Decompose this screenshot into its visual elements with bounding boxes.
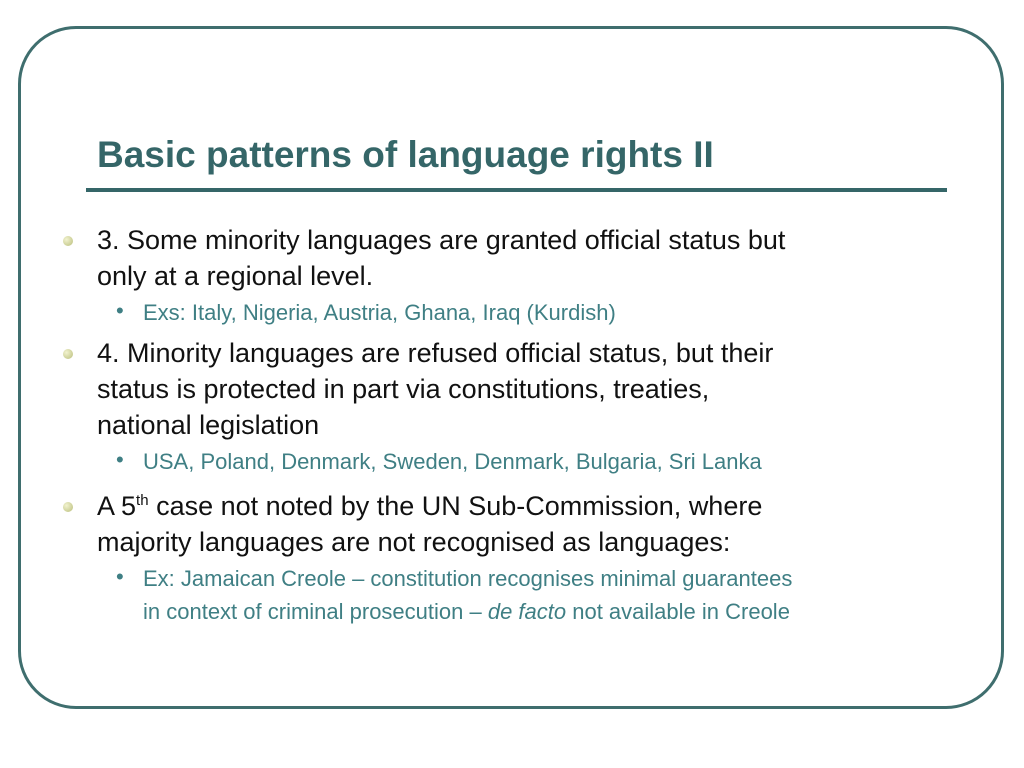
bullet-item-1-line-2: only at a regional level.: [97, 261, 374, 291]
bullet-item-2-line-1: 4. Minority languages are refused official status, but their: [97, 338, 774, 368]
bullet-item-3-prefix: A 5: [97, 491, 137, 521]
bullet-dot-icon: [63, 236, 73, 246]
bullet-item-3: [97, 488, 984, 560]
bullet-item-1: [97, 222, 984, 294]
sub-bullet-3-emphasis: de facto: [487, 599, 567, 624]
bullet-item-3-line-1-rest: case not noted by the UN Sub-Commission, where: [148, 491, 763, 521]
bullet-item-2-line-3: national legislation: [97, 410, 320, 440]
sub-bullet-3-line-1: Ex: Jamaican Creole – constitution recognises minimal guarantees: [143, 566, 793, 591]
sub-bullet-icon: •: [116, 564, 124, 589]
sub-bullet-1: [116, 296, 994, 329]
bullet-item-2-line-2: status is protected in part via constitutions, treaties,: [97, 374, 710, 404]
bullet-item-2: [97, 335, 984, 443]
sub-bullet-icon: •: [116, 447, 124, 472]
bullet-item-3-line-2: majority languages are not recognised as languages:: [97, 527, 731, 557]
bullet-dot-icon: [63, 349, 73, 359]
sub-bullet-3-line-2-post: not available in Creole: [566, 599, 790, 624]
bullet-item-3-superscript: th: [136, 492, 149, 509]
sub-bullet-3: [116, 562, 994, 628]
slide-body: [0, 222, 1024, 628]
bullet-item-1-line-1: 3. Some minority languages are granted official status but: [97, 225, 786, 255]
slide-title: Basic patterns of language rights II: [97, 134, 714, 175]
sub-bullet-2-text: USA, Poland, Denmark, Sweden, Denmark, Bulgaria, Sri Lanka: [143, 449, 762, 474]
sub-bullet-icon: •: [116, 298, 124, 323]
sub-bullet-3-line-2: [143, 595, 994, 628]
sub-bullet-3-line-2-pre: in context of criminal prosecution –: [143, 599, 488, 624]
sub-bullet-1-text: Exs: Italy, Nigeria, Austria, Ghana, Iraq (Kurdish): [143, 300, 616, 325]
title-underline: [86, 188, 947, 192]
sub-bullet-2: [116, 445, 994, 478]
bullet-dot-icon: [63, 502, 73, 512]
bullet-item-3-line-1: [97, 488, 984, 524]
